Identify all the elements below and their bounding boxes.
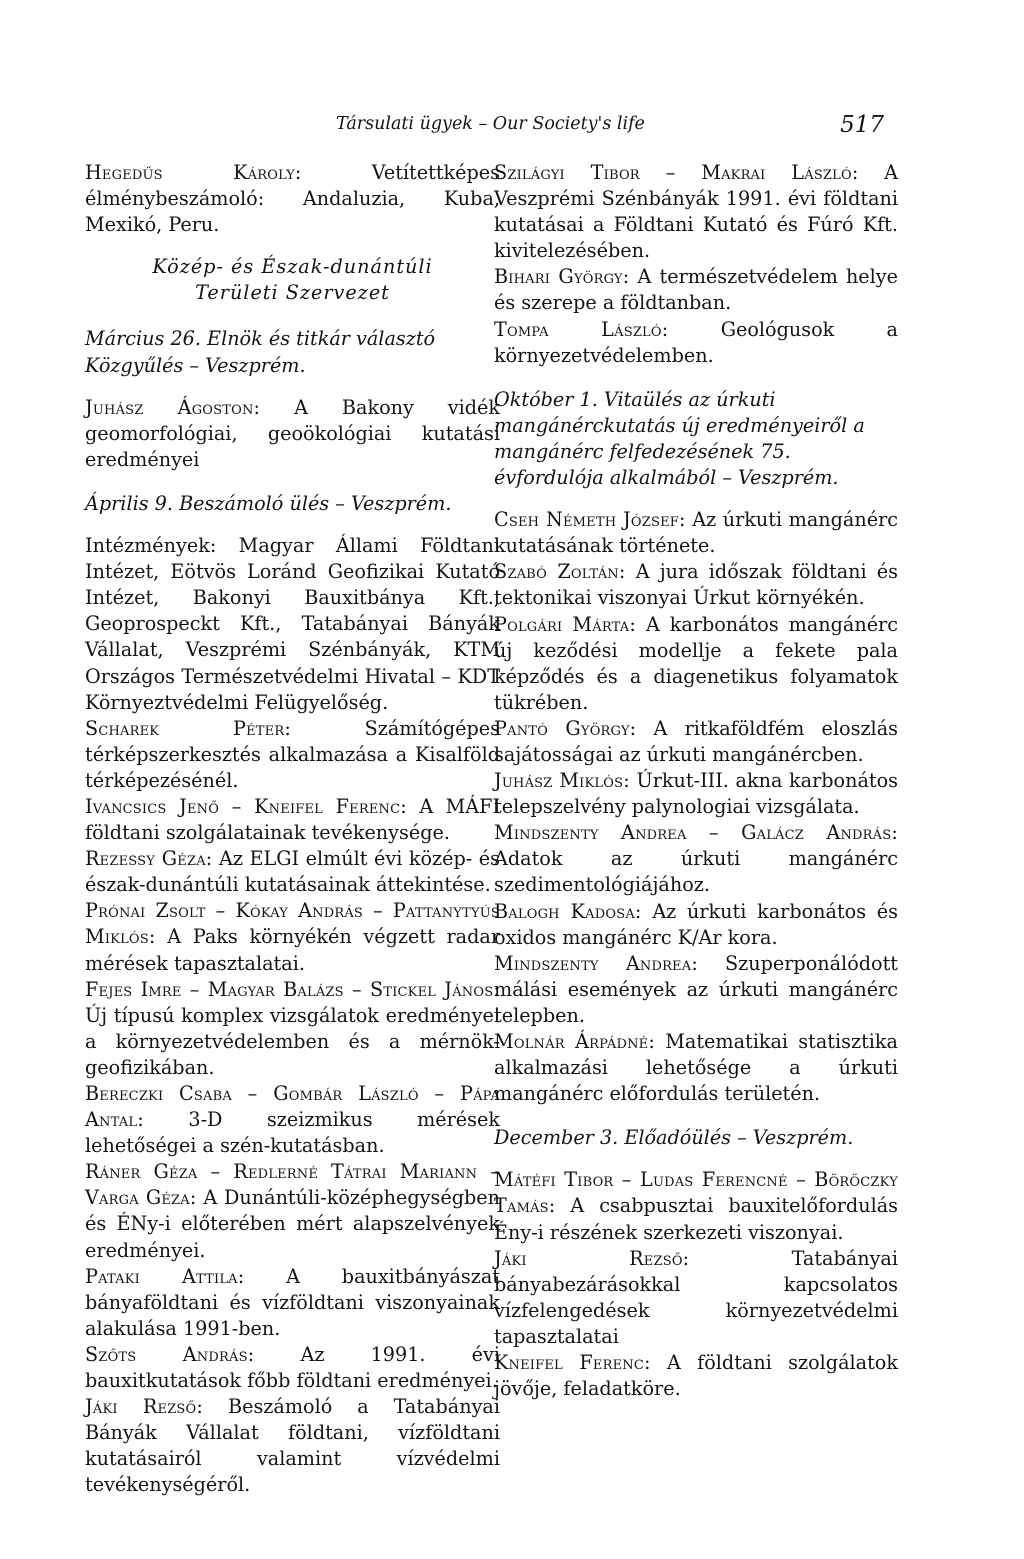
program-entry bbox=[494, 1246, 898, 1350]
entry-title: A karbonátos mangánérc új keződési modellje a fekete pala képződés és a diagenetikus folyamatok tükrében. bbox=[494, 612, 898, 714]
entry-title: Tatabányai bányabezárásokkal kapcsolatos vízfelengedések környezetvédelmi tapasztalatai bbox=[494, 1246, 898, 1348]
section-heading-line: Területi Szervezet bbox=[195, 281, 390, 305]
entry-authors: Kneifel Ferenc: bbox=[494, 1351, 651, 1375]
entry-title: Az úrkuti karbonátos és oxidos mangánérc K/Ar kora. bbox=[494, 899, 898, 949]
event-heading: December 3. Előadóülés – Veszprém. bbox=[494, 1126, 854, 1150]
entry-authors: Balogh Kadosa: bbox=[494, 899, 642, 923]
program-entry bbox=[85, 898, 500, 976]
entry-authors: Prónai Zsolt – Kókay András – Pattanytyús Miklós: bbox=[85, 899, 500, 949]
right-column bbox=[494, 160, 898, 1402]
entry-title: A csabpusztai bauxitelőfordulás Ény-i részének szerkezeti viszonyai. bbox=[494, 1194, 898, 1244]
program-entry bbox=[85, 1342, 500, 1394]
entry-title: Számítógépes térképszerkesztés alkalmazása a Kisalföld térképezésénél. bbox=[85, 716, 500, 792]
entry-authors: Jáki Rezső: bbox=[494, 1246, 690, 1270]
program-entry bbox=[494, 716, 898, 768]
entry-authors: Ivancsics Jenő – Kneifel Ferenc: bbox=[85, 794, 407, 818]
program-entry bbox=[494, 559, 898, 611]
entry-title: Intézmények: Magyar Állami Földtani Intézet, Eötvös Loránd Geofizikai Kutató Intézet, Bakonyi Bauxitbánya Kft., Geoprospeckt Kft., Tatabányai Bányák Vállalat, Veszprémi Szénbányák, KTM Országos Természetvédelmi Hivatal – KDT Környeztvédelmi Felügyelőség. bbox=[85, 534, 500, 714]
entry-authors: Scharek Péter: bbox=[85, 716, 291, 740]
entry-authors: Pantó György: bbox=[494, 716, 637, 740]
program-entry bbox=[494, 820, 898, 898]
program-entry bbox=[494, 507, 898, 559]
entry-title: Beszámoló a Tatabányai Bányák Vállalat földtani, vízföldtani kutatásairól valamint vízvédelmi tevékenységéről. bbox=[85, 1395, 500, 1497]
entry-authors: Hegedűs Károly: bbox=[85, 161, 302, 184]
entry-title: A Dunántúli-középhegységben és ÉNy-i előterében mért alapszelvények eredményei. bbox=[85, 1186, 500, 1262]
entry-authors: Tompa László: bbox=[494, 317, 669, 341]
entry-authors: Ráner Géza – Redlerné Tátrai Mariann – Varga Géza: bbox=[85, 1160, 500, 1210]
program-entry bbox=[85, 160, 500, 238]
entry-title: Szuperponálódott málási események az úrkuti mangánérc telepben. bbox=[494, 951, 898, 1027]
entry-title: Az 1991. évi bauxitkutatások főbb földtani eredményei. bbox=[85, 1342, 500, 1393]
page-number: 517 bbox=[840, 112, 884, 138]
program-entry bbox=[85, 1264, 500, 1342]
program-entry bbox=[494, 951, 898, 1029]
program-entry bbox=[85, 1081, 500, 1159]
program-entry bbox=[85, 533, 500, 716]
program-entry bbox=[85, 794, 500, 846]
entry-authors: Polgári Márta: bbox=[494, 612, 637, 636]
entry-authors: Szabó Zoltán: bbox=[494, 560, 626, 584]
section-heading-line: Közép- és Észak-dunántúli bbox=[152, 255, 433, 279]
program-entry bbox=[85, 1159, 500, 1263]
entry-title: 3-D szeizmikus mérések lehetőségei a szén-kutatásban. bbox=[85, 1108, 500, 1158]
entry-authors: Juhász Ágoston: bbox=[85, 395, 261, 419]
program-entry bbox=[494, 264, 898, 316]
entry-title: A Veszprémi Szénbányák 1991. évi földtani kutatásai a Földtani Kutató és Fúró Kft. kivitelezésében. bbox=[494, 161, 898, 263]
entry-authors: Bihari György: bbox=[494, 265, 630, 289]
entry-title: Adatok az úrkuti mangánérc szedimentológiájához. bbox=[494, 847, 898, 897]
entry-title: Vetítettképes élménybeszámoló: Andaluzia, Kuba, Mexikó, Peru. bbox=[85, 161, 500, 237]
entry-title: A bauxitbányászat bányaföldtani és vízföldtani viszonyainak alakulása 1991-ben. bbox=[85, 1264, 500, 1340]
entry-authors: Rezessy Géza: bbox=[85, 847, 213, 871]
entry-title: A Paks környékén végzett radar mérések tapasztalatai. bbox=[85, 925, 500, 975]
entry-authors: Cseh Németh József: bbox=[494, 508, 686, 532]
entry-authors: Fejes Imre – Magyar Balázs – Stickel János: bbox=[85, 977, 500, 1001]
program-entry bbox=[494, 612, 898, 716]
program-entry bbox=[494, 768, 898, 820]
entry-authors: Juhász Miklós: bbox=[494, 769, 630, 793]
entry-title: Az ELGI elmúlt évi közép- és észak-dunántúli kutatásainak áttekintése. bbox=[85, 847, 500, 897]
event-heading: Március 26. Elnök és titkár választó Közgyűlés – Veszprém. bbox=[85, 327, 436, 377]
program-entry bbox=[85, 716, 500, 794]
entry-title: Új típusú komplex vizsgálatok eredményei a környezetvédelemben és a mérnök-geofizikában. bbox=[85, 1003, 500, 1079]
entry-title: Matematikai statisztika alkalmazási lehetősége a úrkuti mangánérc előfordulás területén. bbox=[494, 1030, 898, 1106]
section-heading bbox=[85, 254, 500, 306]
entry-title: Az úrkuti mangánérc kutatásának története. bbox=[494, 508, 899, 558]
entry-authors: Mindszenty Andrea: bbox=[494, 951, 699, 975]
entry-title: A MÁFI földtani szolgálatainak tevékenysége. bbox=[85, 794, 500, 845]
entry-authors: Szilágyi Tibor – Makrai László: bbox=[494, 161, 859, 184]
running-head bbox=[0, 114, 1024, 144]
program-entry bbox=[494, 1167, 898, 1245]
running-title: Társulati ügyek – Our Society's life bbox=[336, 114, 645, 134]
entry-authors: Jáki Rezső: bbox=[85, 1395, 204, 1419]
entry-authors: Pataki Attila: bbox=[85, 1264, 245, 1288]
program-entry bbox=[494, 317, 898, 369]
entry-title: A ritkaföldfém eloszlás sajátosságai az úrkuti mangánércben. bbox=[494, 716, 898, 766]
program-entry bbox=[85, 1394, 500, 1498]
entry-title: A természetvédelem helye és szerepe a földtanban. bbox=[494, 265, 898, 315]
entry-title: Úrkut-III. akna karbonátos telepszelvény palynologiai vizsgálata. bbox=[494, 769, 899, 819]
entry-authors: Bereczki Csaba – Gombár László – Pápa Antal: bbox=[85, 1082, 500, 1132]
event-heading: Október 1. Vitaülés az úrkuti mangánérckutatás új eredményeiről a mangánérc felfedezésének 75. évfordulója alkalmából – Veszprém. bbox=[494, 387, 865, 490]
left-column bbox=[85, 160, 500, 1499]
entry-title: A földtani szolgálatok jövője, feladatköre. bbox=[494, 1351, 898, 1401]
entry-authors: Molnár Árpádné: bbox=[494, 1030, 656, 1053]
entry-authors: Szőts András: bbox=[85, 1342, 255, 1366]
event-heading: Április 9. Beszámoló ülés – Veszprém. bbox=[85, 491, 452, 515]
program-entry bbox=[494, 160, 898, 264]
program-entry bbox=[494, 1029, 898, 1107]
entry-title: A Bakony vidék geomorfológiai, geoökológiai kutatási eredményei bbox=[85, 395, 500, 471]
program-entry bbox=[85, 977, 500, 1081]
program-entry bbox=[494, 1350, 898, 1402]
entry-title: A jura időszak földtani és tektonikai viszonyai Úrkut környékén. bbox=[494, 560, 898, 610]
program-entry bbox=[85, 846, 500, 898]
program-entry bbox=[494, 899, 898, 951]
entry-authors: Mindszenty Andrea – Galácz András: bbox=[494, 821, 898, 845]
program-entry bbox=[85, 395, 500, 473]
entry-authors: Mátéfi Tibor – Ludas Ferencné – Böröczky Tamás: bbox=[494, 1168, 898, 1218]
entry-title: Geológusok a környezetvédelemben. bbox=[494, 317, 898, 367]
